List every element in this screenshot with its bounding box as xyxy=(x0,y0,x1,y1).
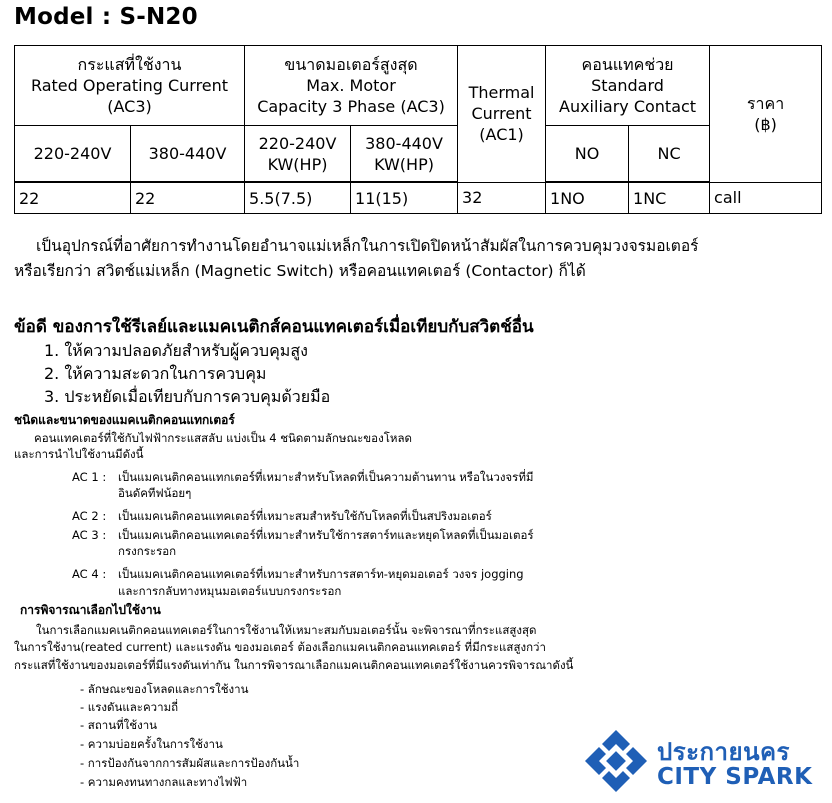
sub-header-220: 220-240V xyxy=(15,126,131,182)
selection-line1: ในการเลือกแมคเนติกคอนแทคเตอร์ในการใช้งานให้เหมาะสมกับมอเตอร์นั้น จะพิจารณาที่กระแสสูงสุด xyxy=(36,623,537,637)
thermal-line2: Current xyxy=(471,104,532,124)
thermal-current-header xyxy=(458,46,546,183)
ac4-code: AC 4 : xyxy=(72,567,107,581)
list-item: - ความคงทนทางกลและทางไฟฟ้า xyxy=(80,775,248,789)
sub-header-380: 380-440V xyxy=(131,126,245,182)
list-item: - ความบ่อยครั้งในการใช้งาน xyxy=(80,737,223,751)
list-item: - การป้องกันจากการสัมผัสและการป้องกันน้ำ xyxy=(80,756,300,770)
selection-line2: ในการใช้งาน(reated current) และแรงดัน ของมอเตอร์ ต้องเลือกแมคเนติกคอนแทคเตอร์ ที่มีกระแสสูงกว่า xyxy=(14,640,546,654)
list-item: - ลักษณะของโหลดและการใช้งาน xyxy=(80,682,249,696)
price-header xyxy=(710,46,822,183)
types-title: ชนิดและขนาดของแมคเนติกคอนแทกเตอร์ xyxy=(14,413,235,427)
table-row xyxy=(15,182,822,213)
ac2-line1: เป็นแมคเนติกคอนแทคเตอร์ที่เหมาะสมสำหรับใช้กับโหลดที่เป็นสปริงมอเตอร์ xyxy=(118,509,492,523)
logo-thai-text: ประกายนคร xyxy=(657,738,790,766)
ac1-line2: อินดัคทีฟน้อยๆ xyxy=(118,486,192,500)
list-item: 3. ประหยัดเมื่อเทียบกับการควบคุมด้วยมือ xyxy=(44,387,331,406)
ac4-row xyxy=(72,567,524,582)
kw-380-line2: KW(HP) xyxy=(374,154,434,174)
max-motor-en2: Capacity 3 Phase (AC3) xyxy=(257,97,445,117)
cell-kw-220: 5.5(7.5) xyxy=(245,182,351,213)
kw-220-line2: KW(HP) xyxy=(267,154,328,174)
selection-line3: กระแสที่ใช้งานของมอเตอร์ที่มีแรงดันเท่ากัน ในการพิจารณาเลือกแมคเนติกคอนแทคเตอร์ใช้งานควรพิจารณาดังนี้ xyxy=(14,658,574,672)
sub-header-kw-380 xyxy=(351,126,458,182)
city-spark-logo xyxy=(583,730,823,794)
kw-380-line1: 380-440V xyxy=(365,133,443,153)
ac2-code: AC 2 : xyxy=(72,509,107,523)
advantages-list xyxy=(44,339,330,408)
ac3-line1: เป็นแมคเนติกคอนแทคเตอร์ที่เหมาะสำหรับใช้การสตาร์ทและหยุดโหลดที่เป็นมอเตอร์ xyxy=(118,528,534,542)
model-title: Model : S-N20 xyxy=(14,4,198,30)
selection-title: การพิจารณาเลือกไปใช้งาน xyxy=(20,603,161,617)
thermal-line3: (AC1) xyxy=(479,125,524,145)
cell-no: 1NO xyxy=(546,182,629,213)
price-unit: (฿) xyxy=(754,114,777,134)
logo-english-text: CITY SPARK xyxy=(657,764,813,790)
list-item: - แรงดันและความถี่ xyxy=(80,700,179,714)
sub-header-kw-220 xyxy=(245,126,351,182)
spec-table xyxy=(14,45,822,214)
cell-thermal: 32 xyxy=(458,182,546,213)
ac1-code: AC 1 : xyxy=(72,470,107,484)
ac3-line2: กรงกระรอก xyxy=(118,544,177,558)
rated-current-en2: (AC3) xyxy=(107,97,152,117)
aux-contact-header xyxy=(546,46,710,126)
intro-line1: เป็นอุปกรณ์ที่อาศัยการทำงานโดยอำนาจแม่เหล็กในการเปิดปิดหน้าสัมผัสในการควบคุมวงจรมอเตอร์ xyxy=(36,237,699,255)
spark-icon xyxy=(583,728,649,794)
ac4-line2: และการกลับทางหมุนมอเตอร์แบบกรงกระรอก xyxy=(118,584,342,598)
intro-paragraph xyxy=(14,234,819,284)
list-item: - สถานที่ใช้งาน xyxy=(80,718,158,732)
cell-kw-380: 11(15) xyxy=(351,182,458,213)
rated-current-en1: Rated Operating Current xyxy=(30,76,229,96)
cell-nc: 1NC xyxy=(629,182,710,213)
ac1-line1: เป็นแมคเนติกคอนแทกเตอร์ที่เหมาะสำหรับโหลดที่เป็นความต้านทาน หรือในวงจรที่มี xyxy=(118,470,534,484)
max-motor-en1: Max. Motor xyxy=(306,76,396,96)
intro-line2: หรือเรียกว่า สวิตช์แม่เหล็ก (Magnetic Switch) หรือคอนแทคเตอร์ (Contactor) ก็ได้ xyxy=(14,262,586,280)
max-motor-header xyxy=(245,46,458,126)
cell-price: call xyxy=(710,182,822,213)
ac3-row xyxy=(72,528,534,543)
kw-220-line1: 220-240V xyxy=(258,133,337,153)
thermal-line1: Thermal xyxy=(468,83,535,103)
aux-en2: Auxiliary Contact xyxy=(559,97,697,117)
ac2-row xyxy=(72,509,492,524)
sub-header-no: NO xyxy=(546,126,629,182)
types-intro-line2: และการนำไปใช้งานมีดังนี้ xyxy=(14,447,144,461)
types-intro-line1: คอนแทคเตอร์ที่ใช้กับไฟฟ้ากระแสสลับ แบ่งเป็น 4 ชนิดตามลักษณะของโหลด xyxy=(34,431,412,445)
cell-current-380: 22 xyxy=(131,182,245,213)
max-motor-thai: ขนาดมอเตอร์สูงสุด xyxy=(284,55,418,75)
price-thai: ราคา xyxy=(746,93,785,113)
list-item: 2. ให้ความสะดวกในการควบคุม xyxy=(44,364,267,383)
aux-en1: Standard xyxy=(591,76,664,96)
sub-header-nc: NC xyxy=(629,126,710,182)
ac3-code: AC 3 : xyxy=(72,528,107,542)
aux-thai: คอนแทคช่วย xyxy=(581,55,674,75)
cell-current-220: 22 xyxy=(15,182,131,213)
list-item: 1. ให้ความปลอดภัยสำหรับผู้ควบคุมสูง xyxy=(44,341,308,360)
rated-current-header xyxy=(15,46,245,126)
ac1-row xyxy=(72,470,534,485)
advantages-title: ข้อดี ของการใช้รีเลย์และแมคเนติกส์คอนแทคเตอร์เมื่อเทียบกับสวิตช์อื่น xyxy=(14,317,534,337)
ac4-line1: เป็นแมคเนติกคอนแทคเตอร์ที่เหมาะสำหรับการสตาร์ท-หยุดมอเตอร์ วงจร jogging xyxy=(118,567,524,581)
rated-current-thai: กระแสที่ใช้งาน xyxy=(77,55,182,75)
